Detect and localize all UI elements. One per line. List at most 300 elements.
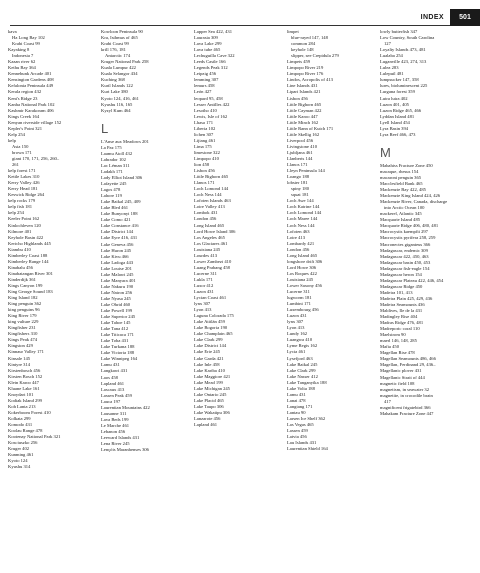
index-subentry: blue-rayed 147, 148 — [291, 35, 328, 41]
index-entry: Limpopo 410 — [194, 155, 219, 161]
index-entry: Lyon 413 — [194, 307, 212, 313]
index-entry: Kinlochleven 120 — [8, 222, 41, 228]
index-entry: Lake Baikal 245 — [287, 361, 318, 367]
index-entry: Llanos 171 — [194, 180, 215, 186]
index-entry: Lassen 459 — [287, 428, 308, 434]
index-entry: Loire 413 — [287, 234, 305, 240]
index-entry: Madeira Plain 425, 429, 436 — [380, 295, 433, 301]
index-entry: Kent's Ridge 23 — [8, 95, 38, 101]
index-entry: Kings Creek 164 — [8, 113, 40, 119]
index-entry: leopard 95, 458 — [194, 95, 223, 101]
index-entry: Little Cayman 422 — [287, 107, 322, 113]
index-entry: Lava tube 465 — [194, 47, 221, 53]
index-subentry: giant 170, 171, 256, 260– — [12, 155, 60, 161]
index-entry: king vulture 229 — [8, 319, 39, 325]
index-entry: Macquarie Ridge 406, 480, 481 — [380, 223, 439, 229]
index-entry: Lake Nakuru 190 — [101, 283, 134, 289]
index-entry: Lake Volta 188 — [287, 385, 315, 391]
index-entry: krill 176, 181 — [101, 47, 126, 53]
index-entry: Kuching 368 — [101, 77, 125, 83]
index-entry: Lake Clark 299 — [194, 337, 223, 343]
index-entry: Lofoten Islands 463 — [194, 198, 231, 204]
index-entry: mackerel, Atlantic 345 — [380, 211, 422, 217]
index-entry: Kennebunk Arcade 401 — [8, 71, 52, 77]
index-entry: Leeward Islands 431 — [101, 435, 140, 440]
index-entry: Lebanon 456 — [101, 428, 126, 434]
index-entry: Laurasia 309 — [194, 35, 218, 41]
index-entry: Ljubljana 461 — [287, 149, 313, 155]
index-entry: Kanha National Park 102 — [8, 101, 55, 107]
index-entry: Lyme Regis 162 — [287, 343, 318, 349]
index-entry: Magellan Rise 478 — [380, 350, 415, 356]
index-entry: longshore drift 306 — [287, 258, 323, 264]
index-entry: Laguna Colorada 175 — [194, 313, 234, 319]
index-entry: Kolkata 299 — [8, 416, 31, 421]
index-entry: Lantau 90 — [287, 409, 306, 415]
index-entry: Lower Zambezi 410 — [194, 258, 232, 264]
index-subentry: Antarctic 174 — [105, 53, 131, 59]
index-entry: Kenyan riverside village 152 — [8, 119, 62, 125]
index-entry: Lofoten 463 — [287, 228, 310, 234]
index-entry: Langtang 171 — [287, 403, 313, 409]
index-entry: Lake Turkana 188 — [101, 344, 135, 350]
index-subentry: slipper, see Crepidula 279 — [291, 53, 339, 59]
index-entry: Kethu Bay 364 — [8, 65, 36, 71]
index-entry: Kettle Lakes 310 — [8, 174, 40, 180]
index-entry: Lake Mead 199 — [194, 379, 223, 385]
index-entry: Kericho Highlands 445 — [8, 240, 51, 246]
index-entry: Madagascar Ridge 450 — [380, 283, 423, 289]
index-entry: kelp 254 — [8, 210, 24, 216]
index-entry: Loyalty Islands 473, 481 — [380, 47, 426, 53]
index-entry: Lanzarote 456 — [194, 416, 221, 421]
index-entry: Lake Clark 299 — [287, 367, 316, 373]
running-head: INDEX — [420, 14, 444, 21]
index-entry: macaroni penguin 365 — [380, 174, 422, 180]
index-entry: Lady Elliot Island 306 — [101, 174, 143, 180]
index-subentry: into Arctic Ocean 100 — [384, 205, 425, 211]
header-rule — [10, 25, 450, 26]
index-subentry: Ha Long Bay 102 — [12, 35, 45, 41]
index-entry: Loch Katrine 144 — [287, 204, 320, 210]
index-entry: Kurt Lake 380 — [101, 89, 128, 95]
index-entry: Macquarie Island 485 — [380, 217, 421, 223]
index-subentry: 417 — [384, 398, 391, 404]
index-entry: kelp rocks 179 — [8, 198, 36, 204]
index-entry: Kimberley Coast 188 — [8, 252, 48, 258]
index-subentry: Indonesia 7 — [12, 53, 34, 59]
index-entry: Kruger 402 — [8, 446, 30, 452]
index-entry: Limpopo River 176 — [287, 71, 324, 77]
index-entry: Lukla 171 — [194, 276, 213, 282]
index-entry: Lourdes 413 — [194, 252, 218, 258]
index-column-3 — [194, 29, 282, 428]
index-entry: Luzon Ridge 465, 466 — [380, 107, 422, 113]
index-entry: Kowloon Peninsula 90 — [101, 29, 143, 34]
index-entry: Keyhole Basin 422 — [8, 234, 44, 240]
index-entry: Little Minch 162 — [287, 119, 319, 125]
index-entry: Lake Eyre 416, 431 — [101, 235, 138, 241]
index-entry: Lake Louise 201 — [101, 265, 132, 271]
index-entry: Koh Lanta 213 — [8, 403, 36, 409]
index-entry: Lake Placid 465 — [194, 397, 224, 403]
index-entry: Los Glaciares 461 — [194, 240, 228, 246]
index-entry: Madagascar, endemic 309 — [380, 247, 428, 253]
index-entry: lures, bioluminescent 225 — [380, 83, 428, 89]
index-entry: Kensington Gardens 408 — [8, 77, 54, 83]
index-entry: L'Anse aux Meadows 201 — [101, 138, 149, 144]
index-entry: Kokerboom Forest 410 — [8, 409, 51, 415]
index-entry: Labrador 102 — [101, 156, 126, 162]
index-entry: Lucerne 311 — [194, 270, 217, 276]
index-entry: Loch Lomond 144 — [194, 186, 229, 192]
index-entry: Lulea 283 — [380, 65, 399, 71]
index-entry: Lake Bled 461 — [101, 205, 129, 211]
index-entry: Lapper Sea 422, 431 — [194, 29, 233, 34]
index-entry: Lisbon 456 — [287, 95, 308, 101]
index-entry: kelp — [8, 137, 16, 143]
index-entry: Lhasa 171 — [194, 119, 214, 125]
index-entry: Kingston 429 — [8, 343, 33, 349]
index-subentry: 261 — [12, 162, 19, 168]
index-entry: Kyzyl Kum 464 — [101, 107, 131, 113]
index-entry: Lake Titicaca 171 — [101, 332, 134, 338]
index-entry: Lundy 162 — [287, 331, 308, 337]
index-entry: Kings Canyon 199 — [8, 282, 43, 288]
index-entry: Madagascar heron 154 — [380, 271, 422, 277]
index-entry: Livingstone 410 — [287, 143, 317, 149]
index-entry: king penguins 96 — [8, 307, 40, 313]
index-entry: Ladakh 171 — [101, 168, 123, 174]
index-entry: Loire Valley 413 — [194, 204, 225, 210]
index-entry: Maelstrom 90 — [380, 332, 406, 338]
index-entry: Kirsten Bosch 152 — [8, 373, 43, 379]
index-entry: Lake District 144 — [194, 343, 227, 349]
index-entry: Loch Lomond 144 — [287, 210, 322, 216]
section-letter: M — [380, 144, 391, 160]
index-entry: magnificent frigatebird 366 — [380, 404, 431, 410]
index-entry: limestone 322 — [194, 149, 220, 155]
index-entry: Lucerne 311 — [287, 289, 310, 295]
index-entry: King penguin 362 — [8, 301, 42, 307]
index-entry: Luxembourg 456 — [287, 307, 319, 313]
index-entry: Lava Lake 299 — [194, 41, 222, 47]
index-entry: Kingfisher 231 — [8, 325, 36, 331]
index-entry: Loch Maree 144 — [287, 216, 318, 222]
index-entry: Lake Taupo 306 — [194, 403, 224, 409]
index-entry: Louisiana 245 — [287, 276, 314, 282]
index-entry: lumpsucker 147, 358 — [380, 77, 419, 83]
index-entry: Kepler's Point 321 — [8, 125, 43, 131]
index-subentry: 127 — [384, 41, 391, 47]
index-entry: Lombok 431 — [194, 210, 218, 216]
index-entry: Laos 458 — [101, 374, 118, 380]
index-entry: Le Marche 461 — [101, 422, 130, 428]
index-entry: Knoydart 101 — [8, 391, 34, 397]
index-entry: Kazan river 62 — [8, 59, 36, 65]
index-entry: London 456 — [194, 216, 217, 222]
index-entry: Kings Peak 474 — [8, 337, 38, 343]
index-entry: Lake Powell 199 — [101, 308, 133, 314]
index-entry: Keeler Point 162 — [8, 216, 40, 222]
index-entry: Lake Kivu 466 — [101, 253, 129, 259]
index-entry: kelp fish 181 — [8, 204, 32, 210]
index-entry: Lake Wakatipu 306 — [194, 409, 230, 415]
index-entry: Kirstenbosch 456 — [8, 367, 41, 373]
index-entry: Lake Kariba 410 — [194, 367, 225, 373]
index-entry: Lombardy 421 — [287, 240, 315, 246]
index-entry: Leeds Castle 166 — [194, 59, 226, 65]
index-entry: Lyra Reef 466, 473 — [380, 131, 416, 137]
index-entry: Lake Como 421 — [101, 217, 131, 223]
index-entry: Lisbon 456 — [194, 168, 215, 174]
index-entry: Mafia 450 — [380, 344, 400, 350]
index-entry: Lake Winnipeg 164 — [101, 356, 138, 362]
index-entry: Lake Malawi 245 — [101, 271, 134, 277]
index-entry: Lena River 245 — [101, 441, 130, 447]
index-entry: Los Roques 422 — [287, 270, 317, 276]
index-entry: Klein Karoo 447 — [8, 379, 39, 385]
index-entry: Lake Bogoria 190 — [194, 325, 228, 331]
index-entry: Luxor 412 — [194, 282, 214, 288]
index-entry: Lijiang 461 — [194, 137, 216, 143]
index-entry: Luzon 401, 405 — [380, 101, 409, 107]
index-entry: Madagascar basin 450, 453 — [380, 259, 431, 265]
index-entry: Lapland 461 — [194, 422, 218, 428]
index-entry: Magellan Seamounts 486, 466 — [380, 356, 436, 362]
index-entry: Magellanic plover 431 — [380, 368, 422, 374]
index-entry: Lake Michigan 245 — [194, 385, 230, 391]
index-entry: Kerala region 432 — [8, 89, 42, 95]
index-column-4 — [287, 29, 375, 452]
index-entry: Kuala Selangor 434 — [101, 71, 138, 77]
index-entry: King River 179 — [8, 313, 37, 319]
index-entry: Lord Howe 306 — [287, 264, 317, 270]
index-entry: León 427 — [194, 89, 212, 95]
index-entry: Loango 188 — [287, 174, 310, 180]
index-column-5 — [380, 29, 468, 417]
index-entry: Lake Bunyonyi 188 — [101, 211, 138, 217]
index-entry: Lurgana forest 359 — [380, 89, 415, 95]
index-subentry: spiny 180 — [291, 186, 309, 192]
index-entry: Lima 175 — [194, 143, 212, 149]
index-entry: Kerry Head 181 — [8, 186, 38, 192]
index-entry: Los Angeles 465 — [194, 234, 225, 240]
index-entry: lugworm 181 — [287, 295, 312, 301]
index-entry: Keswick Ridge 264 — [8, 192, 45, 198]
index-entry: magnetism, in seawater 32 — [380, 386, 429, 392]
index-subentry: keyhole 148 — [291, 47, 314, 53]
index-subentry: brown 171 — [12, 149, 32, 155]
index-entry: lynx 307 — [194, 301, 211, 307]
index-entry: Lake Nyasa 245 — [101, 295, 131, 301]
index-entry: Luangwa 410 — [287, 337, 313, 343]
index-entry: Luzon 431 — [287, 313, 307, 319]
index-entry: Lassen Peak 459 — [101, 392, 132, 398]
index-entry: Koolau Range 478 — [8, 428, 43, 434]
index-entry: Lower Saxony 456 — [287, 282, 322, 288]
page-number: 501 — [450, 9, 480, 26]
index-entry: Mackenzie Bay 422, 485 — [380, 187, 426, 193]
index-entry: Llanos 171 — [287, 162, 308, 168]
index-entry: Lyon 413 — [287, 325, 305, 331]
index-entry: La Paz 175 — [101, 144, 122, 150]
index-entry: Lafayette 245 — [101, 181, 127, 187]
index-entry: Lapland 461 — [101, 380, 125, 386]
index-entry: Lake Nasser 412 — [287, 373, 318, 379]
index-entry: Madeira Seamounts 436 — [380, 301, 425, 307]
index-entry: Kra, Isthmus of 465 — [101, 35, 138, 41]
index-entry: Lyra Basin 394 — [380, 125, 409, 131]
index-entry: Kuala Lumpur 422 — [101, 65, 136, 71]
index-entry: lobster 181 — [287, 180, 308, 186]
index-entry: lemming 307 — [194, 77, 219, 83]
index-entry: Lycia 461 — [287, 349, 306, 355]
index-entry: lion 458 — [194, 162, 210, 168]
index-entry: Lechuguilla Cave 322 — [194, 53, 235, 59]
index-entry: Lesotho 410 — [194, 107, 217, 113]
index-entry: Lord Howe Island 306 — [194, 228, 236, 234]
index-entry: Komodo 431 — [8, 422, 33, 428]
index-entry: Madagascar Plateau 422, 446, 454 — [380, 277, 444, 283]
index-entry: King Island 182 — [8, 295, 38, 301]
index-entry: Lake Tana 412 — [101, 326, 129, 332]
index-entry: Lake Inle 458 — [194, 361, 220, 367]
index-entry: Llanberis 144 — [287, 155, 313, 161]
index-entry: Kodiak Island 299 — [8, 397, 42, 403]
index-entry: Legends Peak 312 — [194, 65, 228, 71]
index-entry: Lascaux 413 — [101, 386, 125, 392]
index-subentry: Krabi Coast 99 — [12, 41, 40, 47]
index-entry: magnetic field 108 — [380, 380, 415, 386]
index-entry: Kluane Lake 161 — [8, 385, 40, 391]
index-entry: Luzon 431 — [194, 289, 214, 295]
index-entry: Kingfishers 310 — [8, 331, 38, 337]
index-entry: Lamu 431 — [287, 391, 306, 397]
index-entry: London 456 — [287, 246, 310, 252]
index-entry: Lake Toba 431 — [101, 338, 129, 344]
index-entry: Lake Victoria 188 — [101, 350, 135, 356]
index-entry: Little Karoo 447 — [287, 113, 318, 119]
index-entry: Lake Manyara 401 — [101, 277, 136, 283]
index-entry: lynx 307 — [287, 319, 304, 325]
index-entry: Madagascar 422, 450, 463 — [380, 253, 429, 259]
index-entry: Lyell Island 454 — [380, 119, 410, 125]
index-entry: Lahore 119 — [101, 193, 122, 199]
index-entry: Limpets 459 — [287, 59, 311, 65]
index-entry: Kyushu 116, 165 — [101, 101, 133, 107]
index-entry: Lake Ladoga 443 — [101, 259, 134, 265]
index-entry: Magellanic Strait of 444 — [380, 374, 425, 380]
index-entry: Lake Ohrid 460 — [101, 301, 131, 307]
index-entry: Kashmir Karakoram 406 — [8, 107, 54, 113]
index-entry: Latvia 456 — [287, 434, 307, 440]
index-entry: Low Country, South Carolina — [380, 35, 435, 41]
page-header — [421, 9, 480, 26]
index-entry: Lake Natron 256 — [101, 289, 133, 295]
index-entry: Kyushu 314 — [8, 464, 31, 470]
index-subentry: Asia 150 — [12, 143, 29, 149]
index-entry: kelp forest 171 — [8, 168, 36, 174]
index-entry: Lindos, Acropolis of 413 — [287, 77, 333, 83]
index-entry — [380, 138, 468, 144]
index-entry: Kyoto 124 — [8, 458, 28, 464]
index-entry: Mackenzie River, Canada, discharge — [380, 199, 448, 205]
index-entry: Kuril Islands 122 — [101, 83, 133, 89]
index-entry: Limpopo River 219 — [287, 65, 324, 71]
index-entry: Macrocystis kaempfii 297 — [380, 229, 428, 235]
index-entry: Lake Huron 245 — [101, 247, 132, 253]
index-entry: Maldives, Ile de la 431 — [380, 308, 423, 314]
index-entry: Kintyre 314 — [8, 361, 31, 367]
index-entry: Kootenay National Park 321 — [8, 434, 61, 440]
index-entry: Lipari Islands 421 — [287, 89, 321, 95]
index-entry: Las Vegas 465 — [287, 422, 314, 428]
index-entry: Lyddan Island 481 — [380, 113, 415, 119]
index-entry: Madingley Rise 404 — [380, 314, 418, 320]
index-entry: Loch Ness 144 — [194, 192, 222, 198]
index-entry: lemurs 458 — [194, 83, 215, 89]
index-entry: Liverpool 456 — [287, 137, 314, 143]
index-entry: Magellan, Ferdinand 29, 436– — [380, 362, 436, 368]
index-entry: Kinabalu 456 — [8, 264, 33, 270]
index-entry: Kinnaur Valley 171 — [8, 349, 44, 355]
index-subentry: common 284 — [291, 41, 316, 47]
index-entry: Lausanne 311 — [101, 410, 127, 416]
index-entry: kava — [8, 29, 17, 34]
index-entry: Kyoto 124, 416, 461 — [101, 95, 139, 101]
index-entry: Kimberley Range 144 — [8, 258, 49, 264]
index-entry — [101, 114, 189, 120]
index-entry: Lleyn Peninsula 144 — [287, 168, 325, 174]
index-entry: lichen 307 — [194, 131, 214, 137]
index-entry: Kinderdijk 361 — [8, 276, 36, 282]
index-entry: Mabahiss Fracture Zone 450 — [380, 162, 433, 168]
index-entry: Lesser Antilles 422 — [194, 101, 230, 107]
index-entry: Lake Champlain 465 — [194, 331, 233, 337]
index-entry: macaque, rhesus 154 — [380, 168, 419, 174]
index-entry: Lake Erie 245 — [194, 349, 221, 355]
index-entry: Lake Geneva 456 — [101, 241, 134, 247]
index-entry: Little Rann of Kutch 171 — [287, 125, 334, 131]
index-entry: Larsen Ice Shelf 362 — [287, 416, 326, 421]
index-entry: Lamu 431 — [101, 362, 120, 368]
index-entry: Lulepuil 481 — [380, 71, 404, 77]
index-entry: Loch Awe 144 — [287, 198, 314, 204]
index-entry: Krabi Coast 99 — [101, 41, 129, 47]
index-entry: Long Island 465 — [194, 222, 225, 228]
section-letter: L — [101, 120, 109, 136]
index-entry: Laurentian Shield 164 — [287, 446, 328, 452]
index-entry: Mahakam Fracture Zone 447 — [380, 410, 434, 416]
index-entry: Lycian Coast 461 — [194, 295, 227, 301]
index-entry: Lake Baikal 245, 409 — [101, 199, 141, 205]
index-entry: Macronectes giganteus 366 — [380, 241, 431, 247]
index-entry: Langkawi 431 — [101, 368, 128, 374]
index-entry: Leipzig 456 — [194, 71, 217, 77]
index-entry: Line Islands 431 — [287, 83, 318, 89]
index-entry: Laamu Atoll 432 — [101, 150, 133, 156]
index-entry: maerl 146, 148, 285 — [380, 338, 417, 344]
index-entry: Lake Atitlán 459 — [194, 319, 225, 325]
index-entry: Lake Ontario 245 — [194, 391, 227, 397]
index-entry: Lutra lutra 402 — [380, 95, 408, 101]
index-entry: Lac Léman 311 — [101, 162, 130, 168]
index-entry: Macclesfield Bank 465 — [380, 181, 423, 187]
index-subentry: squat 181 — [291, 192, 309, 198]
index-entry: Lake Superior 245 — [101, 314, 136, 320]
index-entry: Lençóis Maranhenses 306 — [101, 447, 149, 453]
